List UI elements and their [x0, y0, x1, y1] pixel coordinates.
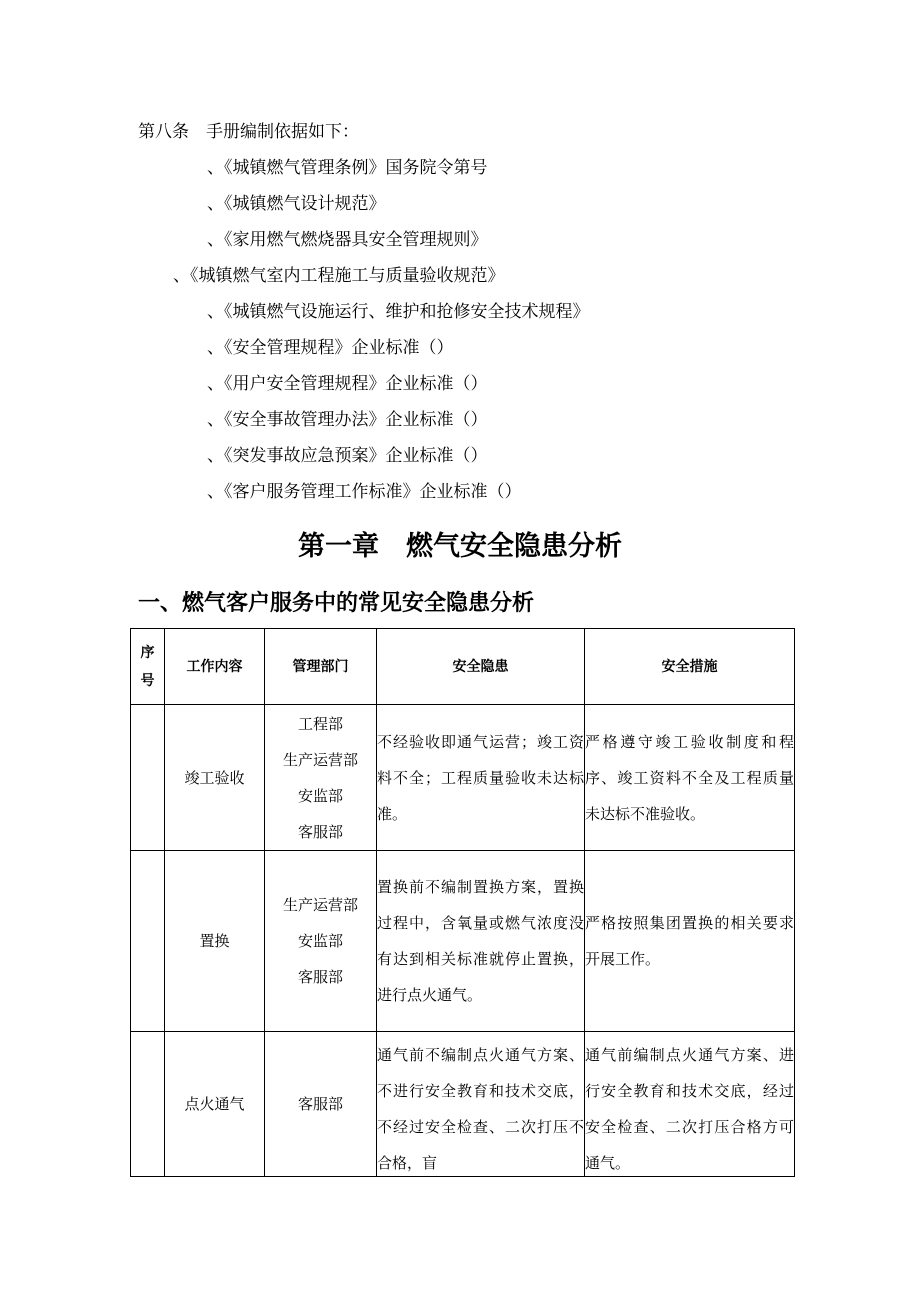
- list-item: 、《城镇燃气设计规范》: [207, 194, 386, 214]
- hazard-text: 通气前不编制点火通气方案、不进行安全教育和技术交底，不经过安全检查、二次打压不合格，盲: [377, 1045, 584, 1172]
- list-item: 、《城镇燃气设施运行、维护和抢修安全技术规程》: [207, 302, 590, 322]
- cell-dept: [265, 705, 377, 851]
- table-row: [131, 851, 795, 1032]
- cell-measure: 严格按照集团置换的相关要求开展工作。: [585, 851, 795, 1032]
- dept-name: 工程部: [297, 714, 343, 733]
- table-row: [131, 1032, 795, 1177]
- list-item: 、《安全管理规程》企业标准（）: [207, 338, 454, 358]
- dept-name: 生产运营部: [282, 896, 358, 914]
- header-dept: 管理部门: [265, 629, 377, 705]
- cell-measure: 严格遵守竣工验收制度和程序、竣工资料不全及工程质量未达标不准验收。: [585, 705, 795, 851]
- header-measure: 安全措施: [585, 629, 795, 705]
- dept-name: 生产运营部: [282, 750, 358, 769]
- article-heading: 第八条 手册编制依据如下：: [138, 122, 359, 142]
- dept-name: 客服部: [297, 1095, 343, 1113]
- cell-hazard: [377, 1032, 585, 1177]
- cell-no: [131, 705, 165, 851]
- list-item: 、《安全事故管理办法》企业标准（）: [207, 410, 488, 430]
- list-item: 、《城镇燃气管理条例》国务院令第号: [207, 158, 488, 178]
- section-title: 一、燃气客户服务中的常见安全隐患分析: [138, 591, 535, 616]
- cell-no: [131, 851, 165, 1032]
- cell-work: 竣工验收: [165, 705, 265, 851]
- cell-dept: [265, 851, 377, 1032]
- chapter-title: 第一章 燃气安全隐患分析: [298, 531, 622, 562]
- list-item: 、《城镇燃气室内工程施工与质量验收规范》: [173, 266, 505, 286]
- hazard-table: [130, 628, 795, 1177]
- cell-no: [131, 1032, 165, 1177]
- list-item: 、《用户安全管理规程》企业标准（）: [207, 374, 488, 394]
- cell-hazard: 置换前不编制置换方案，置换过程中，含氧量或燃气浓度没有达到相关标准就停止置换，进行点火通气。: [377, 851, 585, 1032]
- cell-dept: [265, 1032, 377, 1177]
- dept-name: 安监部: [297, 786, 343, 805]
- dept-name: 客服部: [297, 968, 343, 986]
- header-work: 工作内容: [165, 629, 265, 705]
- cell-hazard: 不经验收即通气运营；竣工资料不全；工程质量验收未达标准。: [377, 705, 585, 851]
- measure-text: 通气前编制点火通气方案、进行安全教育和技术交底，经过安全检查、二次打压合格方可通气。: [585, 1045, 794, 1172]
- header-hazard: 安全隐患: [377, 629, 585, 705]
- list-item: 、《家用燃气燃烧器具安全管理规则》: [207, 230, 488, 250]
- list-item: 、《客户服务管理工作标准》企业标准（）: [207, 482, 522, 502]
- list-item: 、《突发事故应急预案》企业标准（）: [207, 446, 488, 466]
- cell-work: 点火通气: [165, 1032, 265, 1177]
- header-no: 序 号: [131, 629, 165, 705]
- cell-work: 置换: [165, 851, 265, 1032]
- table-header-row: [131, 629, 795, 705]
- dept-name: 安监部: [297, 932, 343, 950]
- table-row: [131, 705, 795, 851]
- dept-name: 客服部: [297, 822, 343, 841]
- cell-measure: [585, 1032, 795, 1177]
